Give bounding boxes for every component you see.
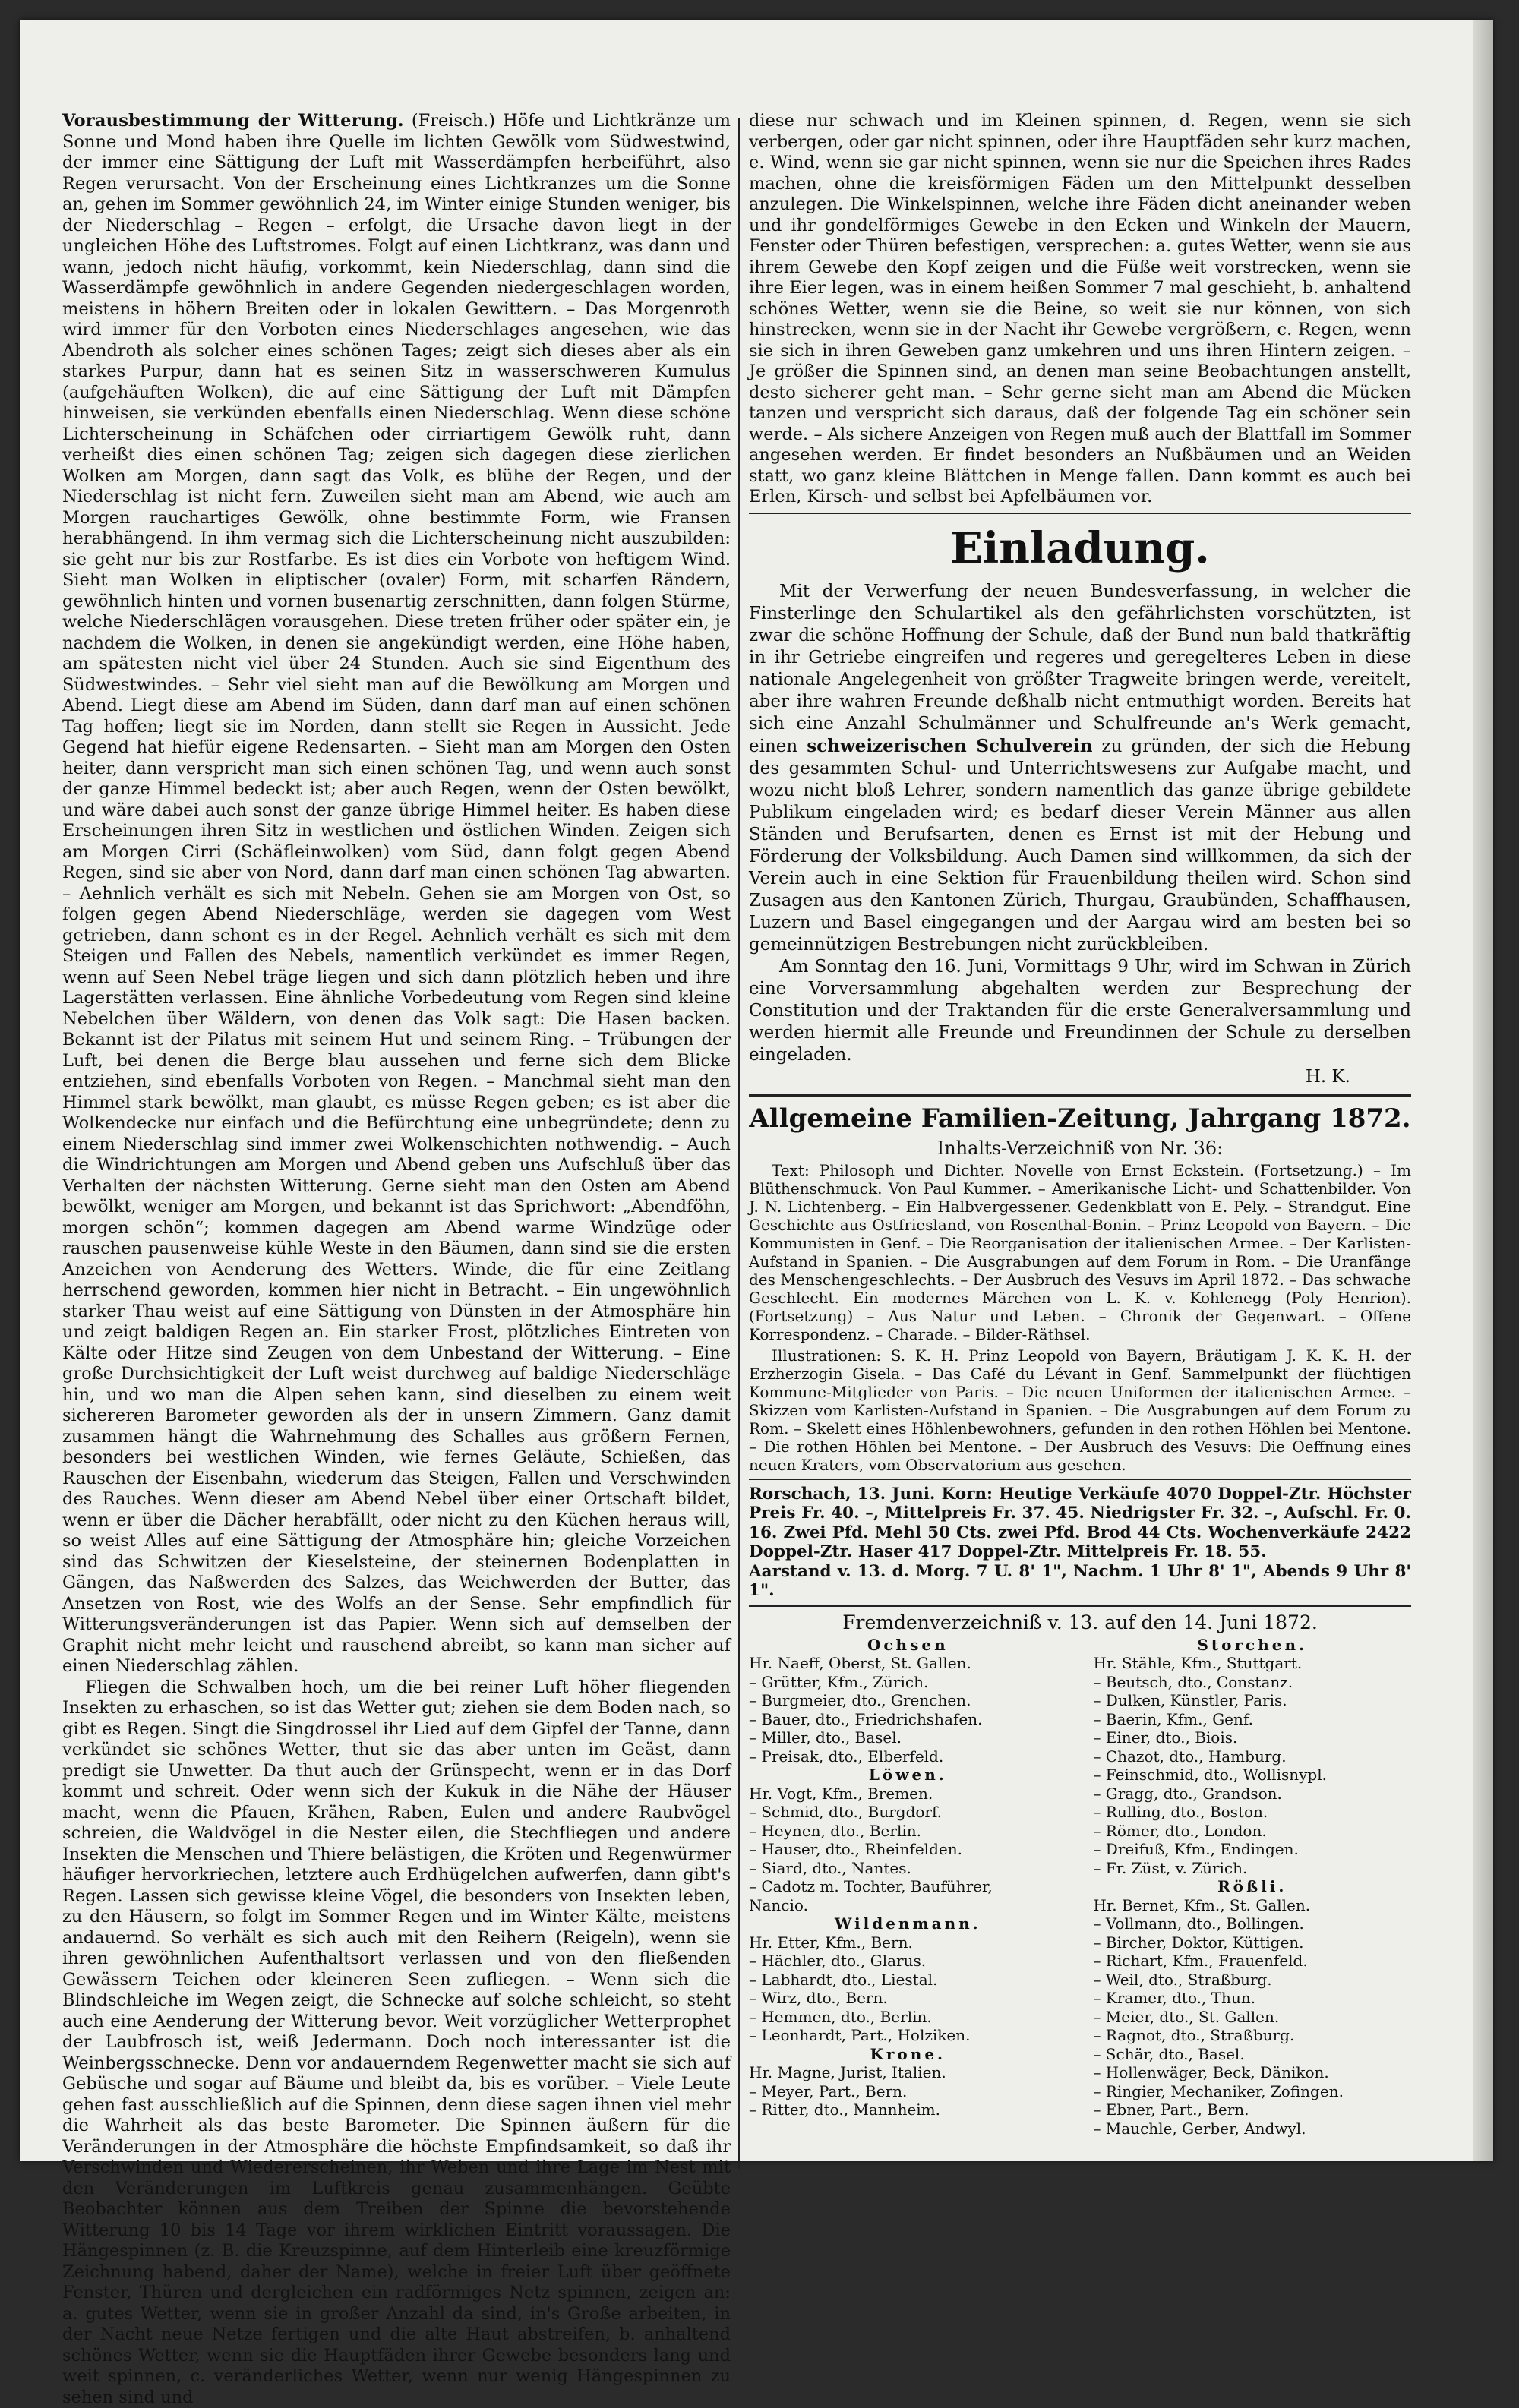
hotel-name: Storchen. [1093,1636,1411,1655]
guest-entry: – Heynen, dto., Berlin. [749,1822,1067,1841]
guest-entry: – Weil, dto., Straßburg. [1093,1971,1411,1990]
article-paragraph-2: Fliegen die Schwalben hoch, um die bei reiner Luft höher fliegenden Insekten zu erhaschen, so ist das Wetter gut; ziehen sie dem Boden nach, so gibt es Regen. Singt die Singdrossel ihr Lied auf dem Gipfel der Tanne, dann verkündet sie schönes Wetter, thut sie das aber unten im Geäst, dann predigt sie Unwetter. Da thut auch der Grünspecht, wenn er in das Dorf kommt und schreit. Oder wenn sich der Kukuk in die Nähe der Häuser macht, wenn die Pfauen, Krähen, Raben, Eulen und andere Raubvögel schreien, die Waldvögel in die Nester eilen, die Stechfliegen und andere Insekten die Menschen und Thiere belästigen, die Kröten und Regenwürmer häufiger hervorkriechen, letztere auch Erdhügelchen aufwerfen, dann gibt's Regen. Lassen sich gewisse kleine Vögel, die besonders von Insekten leben, zu den Häusern, so folgt im Sommer Regen und im Winter Kälte, meistens andauernd. So verhält es sich auch mit den Reihern (Reigeln), wenn sie ihren gewöhnlichen Aufenthaltsort verlassen und von den fließenden Gewässern Teichen oder kleineren Seen zufliegen. – Wenn sich die Blindschleiche im Wegen zeigt, die Schnecke auf solche schleicht, so steht auch eine Aenderung der Witterung bevor. Weit vorzüglicher Wetterprophet der Laubfrosch ist, weiß Jedermann. Doch noch interessanter ist die Weinbergsschnecke. Denn vor andauerndem Regenwetter macht sie sich auf Gebüsche und sogar auf Bäume und bleibt da, bis es vorüber. – Viele Leute gehen fast ausschließlich auf die Spinnen, denn diese sagen ihnen viel mehr die Wahrheit als das beste Barometer. Die Spinnen äußern für die Veränderungen in der Atmosphäre die höchste Empfindsamkeit, so daß ihr Verschwinden und Wiedererscheinen, ihr Weben und ihre Lage im Nest mit den Veränderungen im Luftkreis genau zusammenhängen. Geübte Beobachter können aus dem Treiben der Spinne die bevorstehende Witterung 10 bis 14 Tage vor ihrem wirklichen Eintritt voraussagen. Die Hängespinnen (z. B. die Kreuzspinne, auf dem Hinterleib eine kreuzförmige Zeichnung habend, daher der Name), welche in freier Luft über geöffnete Fenster, Thüren und dergleichen ein radförmiges Netz spinnen, zeigen an: a. gutes Wetter, wenn sie in großer Anzahl da sind, in's Große arbeiten, in der Nacht neue Netze fertigen und die alte Haut abstreifen, b. anhaltend schönes Wetter, wenn sie die Hauptfäden ihrer Gewebe besonders lang und weit spinnen, c. veränderliches Wetter, wenn nur wenig Hängespinnen zu sehen sind und [62,1677,731,2408]
section-rule [749,1479,1411,1480]
section-rule [749,1605,1411,1607]
guest-entry: – Rulling, dto., Boston. [1093,1803,1411,1822]
guest-entry: – Feinschmid, dto., Wollisnypl. [1093,1766,1411,1785]
guest-entry: – Einer, dto., Biois. [1093,1728,1411,1747]
guest-entry: – Baerin, Kfm., Genf. [1093,1710,1411,1729]
page-edge [1473,20,1493,2161]
guest-entry: Hr. Etter, Kfm., Bern. [749,1933,1067,1952]
section-rule [749,1094,1411,1097]
guest-entry: – Meyer, Part., Bern. [749,2082,1067,2101]
guest-entry: – Bauer, dto., Friedrichshafen. [749,1710,1067,1729]
einladung-text-end: zu gründen, der sich die Hebung des gesammten Schul- und Unterrichtswesens zur Aufgabe macht, und wozu nicht bloß Lehrer, sondern namentlich das ganze übrige gebildete Publikum eingeladen wird; es bedarf dieser Verein Männer aus allen Ständen und Berufsarten, denen es Ernst ist mit der Hebung und Förderung der Volksbildung. Auch Damen sind willkommen, da sich der Verein auch in eine Sektion für Frauenbildung theilen wird. Schon sind Zusagen aus den Kantonen Zürich, Thurgau, Graubünden, Schaffhausen, Luzern und Basel eingegangen und der Aargau wird am besten bei so gemeinnützigen Bestrebungen nicht zurückbleiben. [749,737,1411,955]
aarstand-report: Aarstand v. 13. d. Morg. 7 U. 8' 1", Nachm. 1 Uhr 8' 1", Abends 9 Uhr 8' 1". [749,1562,1411,1601]
guest-entry: – Mauchle, Gerber, Andwyl. [1093,2119,1411,2138]
guest-entry: Hr. Magne, Jurist, Italien. [749,2063,1067,2082]
guest-entry: – Richart, Kfm., Frauenfeld. [1093,1952,1411,1971]
einladung-signature: H. K. [749,1066,1411,1088]
hotel-name: Wildenmann. [749,1914,1067,1933]
guest-entry: – Hächler, dto., Glarus. [749,1952,1067,1971]
hotel-name: Krone. [749,2045,1067,2064]
guest-entry: – Chazot, dto., Hamburg. [1093,1747,1411,1766]
guest-entry: – Ragnot, dto., Straßburg. [1093,2026,1411,2045]
guest-entry: – Schär, dto., Basel. [1093,2045,1411,2064]
guest-entry: Hr. Naeff, Oberst, St. Gallen. [749,1654,1067,1673]
hotel-name: Rößli. [1093,1877,1411,1896]
guest-entry: – Preisak, dto., Elberfeld. [749,1747,1067,1766]
column-divider [738,118,740,2169]
guest-list [749,1636,1411,2138]
article-paragraph-1: Höfe und Lichtkränze um Sonne und Mond haben ihre Quelle im lichten Gewölk vom Südwestwind, der immer eine Sättigung der Luft mit Wasserdämpfen herbeiführt, also Regen verursacht. Von der Erscheinung eines Lichtkranzes um die Sonne an, gehen im Sommer gewöhnlich 24, im Winter einige Stunden weniger, bis der Niederschlag – Regen – erfolgt, die Ursache davon liegt in der ungleichen Höhe des Luftstromes. Folgt auf einen Lichtkranz, was dann und wann, jedoch nicht häufig, vorkommt, kein Niederschlag, dann sind die Wasserdämpfe gewöhnlich in andere Gegenden niedergeschlagen worden, meistens in höhern Breiten oder in lokalen Gewittern. – Das Morgenroth wird immer für den Vorboten eines Niederschlages angesehen, wie das Abendroth als solcher eines schönen Tages; zeigt sich dieses aber als ein starkes Purpur, dann hat es seinen Sitz in wasserschweren Kumulus (aufgehäuften Wolken), die auf eine Sättigung der Luft mit Dämpfen hinweisen, sie verkünden ebenfalls einen Niederschlag. Wenn diese schöne Lichterscheinung in Schäfchen oder cirriartigem Gewölk ruht, dann verheißt dies einen schönen Tag; zeigen sich dagegen diese zierlichen Wolken am Morgen, dann sagt das Volk, es blühe der Regen, und der Niederschlag ist nicht fern. Zuweilen sieht man am Abend, wie auch am Morgen rauchartiges Gewölk, ohne bestimmte Form, wie Fransen herabhängend. In ihm vermag sich die Lichterscheinung nicht auszubilden: sie geht nur bis zur Rostfarbe. Es ist dies ein Vorbote von heftigem Wind. Sieht man Wolken in eliptischer (ovaler) Form, mit scharfen Rändern, gewöhnlich hinten und vornen busenartig zerschnitten, dann folgen Stürme, welche Niederschlägen vorausgehen. Diese treten früher oder später ein, je nachdem die Wolken, in denen sie angekündigt werden, eine Höhe haben, am spätesten nicht viel über 24 Stunden. Auch sie sind Eigenthum des Südwestwindes. – Sehr viel sieht man auf die Bewölkung am Morgen und Abend. Liegt diese am Abend im Süden, dann darf man auf einen schönen Tag hoffen; liegt sie im Norden, dann stellt sie Regen in Aussicht. Jede Gegend hat hiefür eigene Redensarten. – Sieht man am Morgen den Osten heiter, dann verspricht man sich einen schönen Tag, und wenn auch sonst der ganze Himmel bedeckt ist; aber auch Regen, wenn der Osten bewölkt, und wäre dabei auch sonst der ganze übrige Himmel heiter. Es haben diese Erscheinungen ihren Sitz in westlichen und östlichen Winden. Zeigen sich am Morgen Cirri (Schäfleinwolken) vom Süd, dann folgt gegen Abend Regen, sind sie aber von Nord, dann darf man einen schönen Tag abwarten. – Aehnlich verhält es sich mit Nebeln. Gehen sie am Morgen von Ost, so folgen gegen Abend Niederschläge, werden sie dagegen vom West getrieben, dann schont es in der Regel. Aehnlich verhält es sich mit dem Steigen und Fallen des Nebels, namentlich verkündet es immer Regen, wenn auf Seen Nebel träge liegen und sich dann plötzlich heben und ihre Lagerstätten verlassen. Eine ähnliche Vorbedeutung vom Regen sind kleine Nebelchen über Wäldern, von denen das Volk sagt: Die Hasen backen. Bekannt ist der Pilatus mit seinem Hut und seinem Ring. – Trübungen der Luft, bei denen die Berge blau aussehen und ferne sich dem Blicke entziehen, sind ebenfalls Vorboten von Regen. – Manchmal sieht man den Himmel stark bewölkt, man glaubt, es müsse Regen geben; es ist aber die Wolkendecke nur einfach und die Befürchtung eine unbegründete; denn zu einem Niederschlag sind immer zwei Wolkenschichten nothwendig. – Auch die Windrichtungen am Morgen und Abend geben uns Aufschluß über das Verhalten der nächsten Witterung. Gerne sieht man den Osten am Abend bewölkt, weniger am Morgen, und bekannt ist das Sprichwort: „Abendföhn, morgen schön“; kommen dagegen am Abend warme Windzüge oder rauschen pausenweise kühle Weste in den Bäumen, dann sind sie die ersten Anzeichen von Aenderung des Wetters. Winde, die für eine Zeitlang herrschend geworden, kommen hier nicht in Betracht. – Ein ungewöhnlich starker Thau weist auf eine Sättigung von Dünsten in der Atmosphäre hin und zeigt baldigen Regen an. Ein starker Frost, plötzliches Eintreten von Kälte oder Hitze sind Zeugen von dem Unbestand der Witterung. – Eine große Durchsichtigkeit der Luft weist durchweg auf baldige Niederschläge hin, und wo man die Alpen sehen kann, sind dieselben zu einem weit sichereren Barometer geworden als der in unsern Zimmern. Ganz damit zusammen hängt die Wahrnehmung des Schalles aus größern Fernen, besonders bei westlichen Winden, wie fernes Geläute, Schießen, das Rauschen der Eisenbahn, wiederum das Steigen, Fallen und Verschwinden des Rauches. Wenn dieser am Abend Nebel über einer Ortschaft bildet, wenn er über die Dächer herabfällt, oder nicht zu den Küchen heraus will, so weist Alles auf eine Sättigung der Atmosphäre hin; gleiche Vorzeichen sind das Schwitzen der Kieselsteine, der steinernen Bodenplatten in Gängen, das Naßwerden des Salzes, das Weichwerden der Butter, das Ansetzen von Rost, wie des Wolfs an der Sense. Sehr empfindlich für Witterungsveränderungen ist das Papier. Wenn sich auf demselben der Graphit nicht mehr leicht und rauschend abreibt, so kann man sicher auf einen Niederschlag zählen. [62,111,731,1676]
article-source: (Freisch.) [412,111,495,131]
left-column [62,111,731,2408]
right-column [749,111,1411,2138]
guest-entry: Hr. Stähle, Kfm., Stuttgart. [1093,1654,1411,1673]
article-heading: Vorausbestimmung der Witterung. [62,111,404,131]
einladung-paragraph-1 [749,581,1411,956]
guest-entry: – Miller, dto., Basel. [749,1728,1067,1747]
guest-entry: – Hemmen, dto., Berlin. [749,2008,1067,2027]
guest-entry: – Fr. Züst, v. Zürich. [1093,1859,1411,1878]
guest-entry: – Dreifuß, Kfm., Endingen. [1093,1840,1411,1859]
guest-entry: – Schmid, dto., Burgdorf. [749,1803,1067,1822]
section-rule [749,513,1411,514]
guest-entry: – Wirz, dto., Bern. [749,1989,1067,2008]
guest-entry: – Römer, dto., London. [1093,1822,1411,1841]
guest-entry: Hr. Bernet, Kfm., St. Gallen. [1093,1896,1411,1915]
inhalt-title: Inhalts-Verzeichniß von Nr. 36: [749,1137,1411,1160]
guest-entry: – Hauser, dto., Rheinfelden. [749,1840,1067,1859]
guest-entry: – Hollenwäger, Beck, Dänikon. [1093,2063,1411,2082]
weather-article [62,111,731,1677]
fremden-title: Fremdenverzeichniß v. 13. auf den 14. Juni 1872. [749,1611,1411,1634]
guest-entry: – Kramer, dto., Thun. [1093,1989,1411,2008]
guest-list-left [749,1636,1067,2138]
einladung-title: Einladung. [749,522,1411,575]
guest-entry: Nancio. [749,1896,1067,1915]
guest-entry: – Dulken, Künstler, Paris. [1093,1691,1411,1710]
guest-entry: – Meier, dto., St. Gallen. [1093,2008,1411,2027]
guest-list-right [1093,1636,1411,2138]
guest-entry: – Gragg, dto., Grandson. [1093,1785,1411,1804]
hotel-name: Ochsen [749,1636,1067,1655]
zeitung-title: Allgemeine Familien-Zeitung, Jahrgang 1872. [749,1102,1411,1135]
guest-entry: – Grütter, Kfm., Zürich. [749,1673,1067,1692]
article-continuation: diese nur schwach und im Kleinen spinnen, d. Regen, wenn sie sich verbergen, oder gar nicht spinnen, oder ihre Hauptfäden sehr kurz machen, e. Wind, wenn sie gar nicht spinnen, wenn sie nur die Speichen ihres Rades machen, ohne die kreisförmigen Fäden um den Mittelpunkt desselben anzulegen. Die Winkelspinnen, welche ihre Fäden dicht aneinander weben und ihr gondelförmiges Gewebe in den Ecken und Winkeln der Mauern, Fenster oder Thüren befestigen, versprechen: a. gutes Wetter, wenn sie aus ihrem Gewebe den Kopf zeigen und die Füße weit vorstrecken, wenn sie ihre Eier legen, was in einem heißen Sommer 7 mal geschieht, b. anhaltend schönes Wetter, wenn sie die Beine, so weit sie nur können, von sich hinstrecken, wenn sie in der Nacht ihr Gewebe vergrößern, c. Regen, wenn sie sich in ihren Geweben ganz umkehren und uns ihren Hintern zeigen. – Je größer die Spinnen sind, an denen man seine Beobachtungen anstellt, desto sicherer geht man. – Sehr gerne sieht man am Abend die Mücken tanzen und verspricht sich daraus, daß der folgende Tag ein schöner sein werde. – Als sichere Anzeigen von Regen muß auch der Blattfall im Sommer angesehen werden. Er findet besonders an Nußbäumen und an Weiden statt, wo ganz kleine Blättchen in Menge fallen. Dann kommt es auch bei Erlen, Kirsch- und selbst bei Apfelbäumen vor. [749,111,1411,508]
guest-entry: – Ritter, dto., Mannheim. [749,2100,1067,2119]
guest-entry: – Ringier, Mechaniker, Zofingen. [1093,2082,1411,2101]
einladung-text: Mit der Verwerfung der neuen Bundesverfassung, in welcher die Finsterlinge den Schulartikel als den gefährlichsten vorschützten, ist zwar die schöne Hoffnung der Schule, daß der Bund nun bald thatkräftig in ihr Getriebe eingreifen und regeres und geregelteres Leben in diese nationale Angelegenheit von größter Tragweite bringen werde, vereitelt, aber ihre wahren Freunde deßhalb nicht entmuthigt worden. Bereits hat sich eine Anzahl Schulmänner und Schulfreunde an's Werk gemacht, einen [749,582,1411,756]
guest-entry: – Burgmeier, dto., Grenchen. [749,1691,1067,1710]
guest-entry: – Vollmann, dto., Bollingen. [1093,1914,1411,1933]
guest-entry: – Labhardt, dto., Liestal. [749,1971,1067,1990]
guest-entry: – Cadotz m. Tochter, Bauführer, [749,1877,1067,1896]
guest-entry: – Bircher, Doktor, Küttigen. [1093,1933,1411,1952]
schulverein-name: schweizerischen Schulverein [807,736,1092,756]
guest-entry: – Siard, dto., Nantes. [749,1859,1067,1878]
market-report-rorschach: Rorschach, 13. Juni. Korn: Heutige Verkäufe 4070 Doppel-Ztr. Höchster Preis Fr. 40. –, Mittelpreis Fr. 37. 45. Niedrigster Fr. 32. –, Aufschl. Fr. 0. 16. Zwei Pfd. Mehl 50 Cts. zwei Pfd. Brod 44 Cts. Wochenverkäufe 2422 Doppel-Ztr. Haser 417 Doppel-Ztr. Mittelpreis Fr. 18. 55. [749,1485,1411,1562]
guest-entry: Hr. Vogt, Kfm., Bremen. [749,1785,1067,1804]
zeitung-text: Text: Philosoph und Dichter. Novelle von Ernst Eckstein. (Fortsetzung.) – Im Blüthenschmuck. Von Paul Kummer. – Amerikanische Licht- und Schattenbilder. Von J. N. Lichtenberg. – Ein Halbvergessener. Gedenkblatt von E. Pely. – Strandgut. Eine Geschichte aus Ostfriesland, von Rosenthal-Bonin. – Prinz Leopold von Bayern. – Die Kommunisten in Genf. – Die Reorganisation der italienischen Armee. – Der Karlisten-Aufstand in Spanien. – Die Ausgrabungen auf dem Forum in Rom. – Die Uranfänge des Menschengeschlechts. – Der Ausbruch des Vesuvs im April 1872. – Das schwache Geschlecht. Ein modernes Märchen von L. K. v. Kohlenegg (Poly Henrion). (Fortsetzung) – Aus Natur und Leben. – Chronik der Gegenwart. – Offene Korrespondenz. – Charade. – Bilder-Räthsel. [749,1161,1411,1343]
hotel-name: Löwen. [749,1766,1067,1785]
zeitung-illustrationen: Illustrationen: S. K. H. Prinz Leopold von Bayern, Bräutigam J. K. K. H. der Erzherzogin Gisela. – Das Café du Lévant in Genf. Sammelpunkt der flüchtigen Kommune-Mitglieder von Paris. – Die neuen Uniformen der italienischen Armee. – Skizzen vom Karlisten-Aufstand in Spanien. – Die Ausgrabungen auf dem Forum zu Rom. – Skelett eines Höhlenbewohners, gefunden in den rothen Höhlen bei Mentone. – Die rothen Höhlen bei Mentone. – Der Ausbruch des Vesuvs: Die Oeffnung eines neuen Kraters, vom Observatorium aus gesehen. [749,1346,1411,1474]
einladung-paragraph-2: Am Sonntag den 16. Juni, Vormittags 9 Uhr, wird im Schwan in Zürich eine Vorversammlung abgehalten werden zur Besprechung der Constitution und der Traktanden für die erste Generalversammlung und werden hiermit alle Freunde und Freundinnen der Schule zu derselben eingeladen. [749,956,1411,1066]
guest-entry: – Leonhardt, Part., Holziken. [749,2026,1067,2045]
guest-entry: – Ebner, Part., Bern. [1093,2100,1411,2119]
guest-entry: – Beutsch, dto., Constanz. [1093,1673,1411,1692]
newspaper-page [20,20,1493,2161]
